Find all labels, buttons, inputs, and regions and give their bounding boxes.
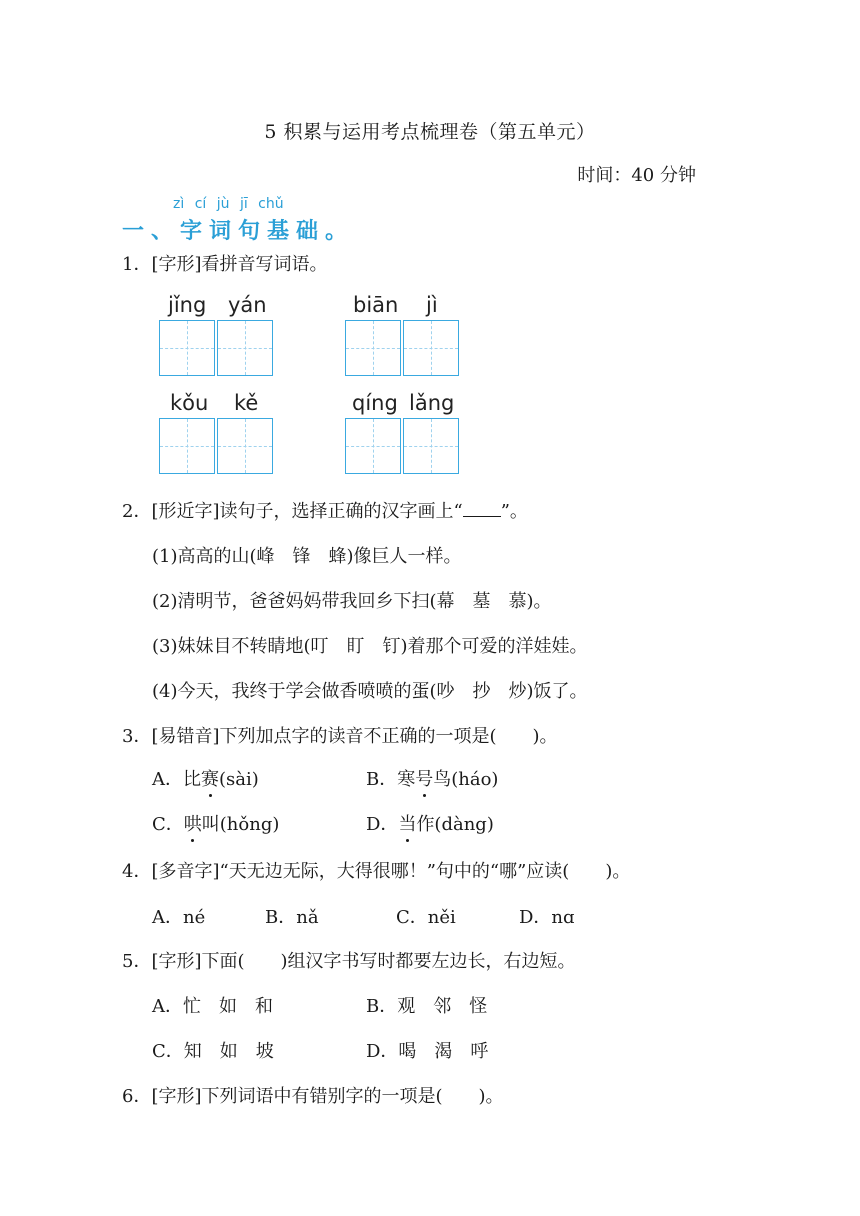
option-a[interactable]: A．né bbox=[152, 907, 206, 928]
question-text: 下面( )组汉字书写时都要左边长，右边短。 bbox=[201, 951, 576, 972]
option-c[interactable]: C．知 如 坡 bbox=[152, 1041, 274, 1062]
section-title: 一、字词句基础。 bbox=[122, 219, 355, 244]
question-2 bbox=[122, 500, 528, 524]
option-b[interactable] bbox=[366, 768, 498, 792]
pinyin-syllable: jǐng bbox=[168, 293, 207, 317]
question-5 bbox=[122, 950, 576, 974]
pinyin-syllable: kǒu bbox=[170, 391, 209, 415]
sub-question: (4)今天，我终于学会做香喷喷的蛋(吵 抄 炒)饭了。 bbox=[152, 681, 588, 702]
writing-box[interactable] bbox=[403, 418, 459, 474]
option-d[interactable] bbox=[366, 813, 494, 837]
section-pinyin: zì cí jù jī chǔ bbox=[173, 196, 284, 212]
dotted-character: 当 bbox=[398, 814, 417, 835]
writing-box[interactable] bbox=[217, 418, 273, 474]
question-tag: [易错音] bbox=[151, 726, 220, 747]
page-title: 5 积累与运用考点梳理卷（第五单元） bbox=[264, 121, 596, 143]
writing-box[interactable] bbox=[345, 418, 401, 474]
question-tag: [字形] bbox=[151, 1086, 202, 1107]
option-a[interactable] bbox=[152, 768, 259, 792]
option-label: D． bbox=[366, 814, 399, 835]
option-d[interactable]: D．喝 渴 呼 bbox=[366, 1041, 489, 1062]
question-number: 4． bbox=[122, 861, 152, 882]
pinyin-syllable: qíng bbox=[352, 391, 398, 415]
question-number: 2． bbox=[122, 501, 152, 522]
sub-question: (2)清明节，爸爸妈妈带我回乡下扫(幕 墓 慕)。 bbox=[152, 591, 552, 612]
sub-question: (3)妹妹目不转睛地(叮 盯 钉)着那个可爱的洋娃娃。 bbox=[152, 636, 588, 657]
question-6 bbox=[122, 1085, 504, 1109]
question-tag: [多音字] bbox=[151, 861, 220, 882]
question-4 bbox=[122, 860, 630, 884]
writing-box[interactable] bbox=[345, 320, 401, 376]
option-a[interactable]: A．忙 如 和 bbox=[152, 996, 273, 1017]
pinyin-syllable: yán bbox=[228, 293, 267, 317]
option-b[interactable]: B．nǎ bbox=[265, 907, 319, 928]
option-text: 鸟(háo) bbox=[433, 769, 499, 790]
pinyin-syllable: biān bbox=[353, 293, 399, 317]
option-c[interactable] bbox=[152, 813, 279, 837]
question-text: 下列加点字的读音不正确的一项是( )。 bbox=[219, 726, 558, 747]
option-text: 寒 bbox=[397, 769, 416, 790]
writing-box[interactable] bbox=[217, 320, 273, 376]
question-text: 看拼音写词语。 bbox=[201, 254, 328, 275]
question-text: 下列词语中有错别字的一项是( )。 bbox=[201, 1086, 504, 1107]
writing-box[interactable] bbox=[159, 320, 215, 376]
question-tag: [形近字] bbox=[151, 501, 220, 522]
dotted-character: 哄 bbox=[183, 814, 202, 835]
question-number: 1． bbox=[122, 254, 152, 275]
question-number: 3． bbox=[122, 726, 152, 747]
pinyin-syllable: lǎng bbox=[409, 391, 455, 415]
dotted-character: 赛 bbox=[201, 769, 219, 790]
option-c[interactable]: C．něi bbox=[396, 907, 456, 928]
option-text: (sài) bbox=[219, 769, 259, 790]
option-text: 比 bbox=[183, 769, 201, 790]
question-tag: [字形] bbox=[151, 951, 202, 972]
time-limit: 时间：40 分钟 bbox=[577, 165, 696, 186]
question-text: “天无边无际，大得很哪！”句中的“哪”应读( )。 bbox=[219, 861, 631, 882]
pinyin-syllable: jì bbox=[426, 293, 438, 317]
question-number: 5． bbox=[122, 951, 152, 972]
writing-box[interactable] bbox=[403, 320, 459, 376]
question-text: 读句子，选择正确的汉字画上“ bbox=[219, 501, 463, 522]
question-text-end: ”。 bbox=[500, 501, 528, 522]
option-b[interactable]: B．观 邻 怪 bbox=[366, 996, 488, 1017]
option-label: C． bbox=[152, 814, 184, 835]
question-number: 6． bbox=[122, 1086, 152, 1107]
option-text: 叫(hǒng) bbox=[201, 814, 280, 835]
sub-question: (1)高高的山(峰 锋 蜂)像巨人一样。 bbox=[152, 546, 462, 567]
option-d[interactable]: D．nɑ bbox=[519, 907, 575, 928]
question-tag: [字形] bbox=[151, 254, 202, 275]
pinyin-syllable: kě bbox=[234, 391, 259, 415]
dotted-character: 号 bbox=[415, 769, 434, 790]
option-label: B． bbox=[366, 769, 398, 790]
answer-underline bbox=[463, 502, 501, 517]
option-text: 作(dàng) bbox=[416, 814, 494, 835]
question-3 bbox=[122, 725, 558, 749]
question-1 bbox=[122, 253, 328, 277]
option-label: A． bbox=[152, 769, 183, 790]
writing-box[interactable] bbox=[159, 418, 215, 474]
